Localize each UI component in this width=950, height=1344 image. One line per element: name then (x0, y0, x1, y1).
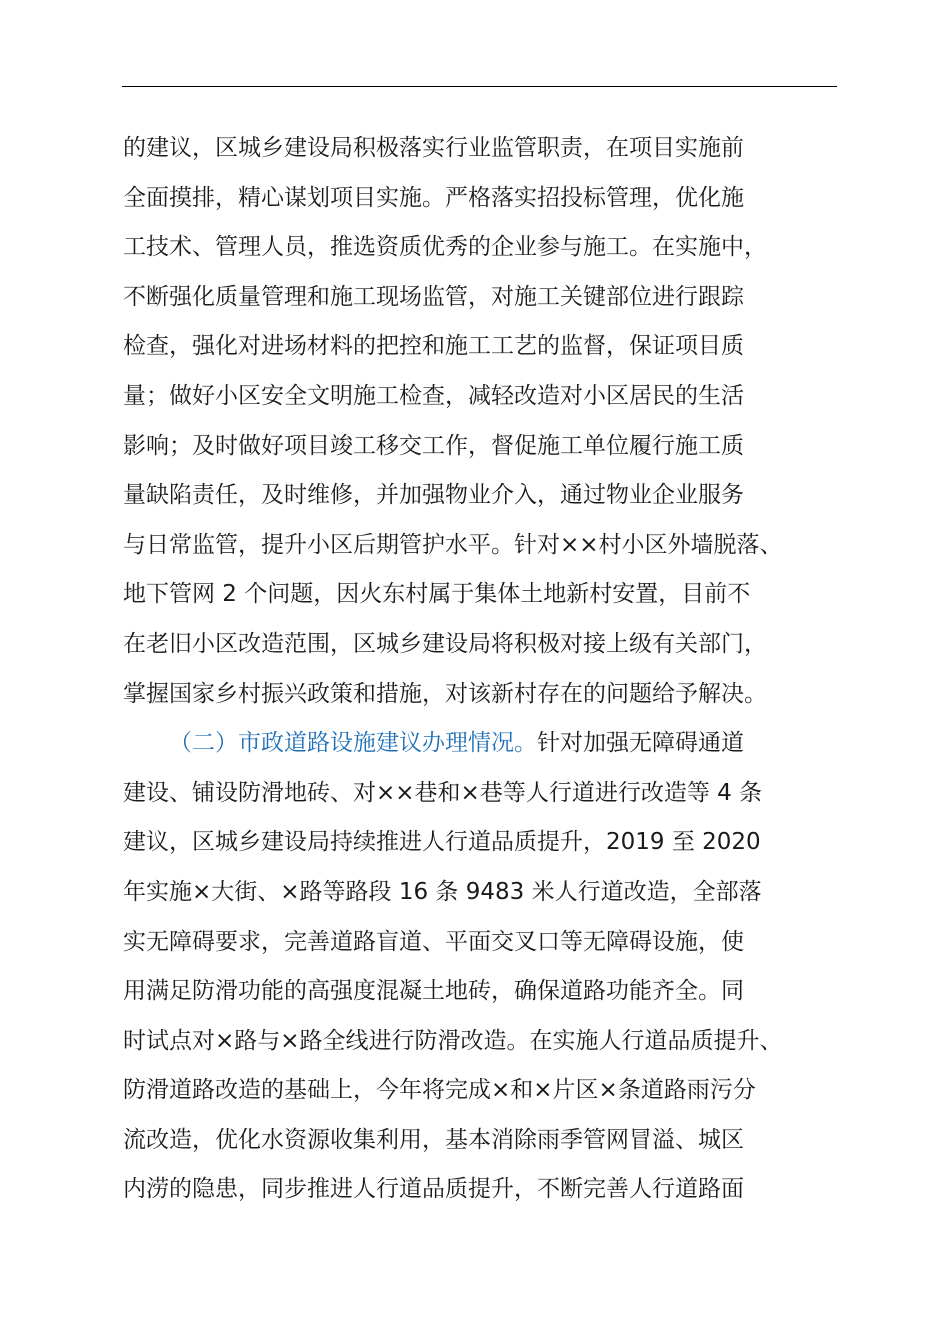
header-rule (122, 86, 837, 87)
text-line: 时试点对×路与×路全线进行防滑改造。在实施人行道品质提升、 (123, 1027, 783, 1054)
text-line: 在老旧小区改造范围，区城乡建设局将积极对接上级有关部门， (123, 630, 767, 657)
text-line: 用满足防滑功能的高强度混凝土地砖，确保道路功能齐全。同 (123, 978, 744, 1005)
text-line: 实无障碍要求，完善道路盲道、平面交叉口等无障碍设施，使 (123, 928, 744, 955)
paragraph-2 (123, 719, 863, 1215)
text-line: 与日常监管，提升小区后期管护水平。针对××村小区外墙脱落、 (123, 531, 783, 558)
heading-line-rest: 针对加强无障碍通道 (537, 730, 744, 757)
text-line: 掌握国家乡村振兴政策和措施，对该新村存在的问题给予解决。 (123, 680, 767, 707)
section-heading: （二）市政道路设施建议办理情况。 (169, 730, 537, 757)
text-line: 防滑道路改造的基础上，今年将完成×和×片区×条道路雨污分 (123, 1077, 756, 1104)
text-line: 内涝的隐患，同步推进人行道品质提升，不断完善人行道路面 (123, 1176, 744, 1203)
document-body (123, 124, 863, 1215)
text-line: 工技术、管理人员，推选资质优秀的企业参与施工。在实施中， (123, 234, 767, 261)
text-line: 建设、铺设防滑地砖、对××巷和×巷等人行道进行改造等 4 条 (123, 779, 763, 806)
text-line: 全面摸排，精心谋划项目实施。严格落实招投标管理，优化施 (123, 184, 744, 211)
paragraph-1 (123, 124, 863, 719)
text-line: 影响；及时做好项目竣工移交工作，督促施工单位履行施工质 (123, 432, 744, 459)
text-line: 的建议，区城乡建设局积极落实行业监管职责，在项目实施前 (123, 135, 744, 161)
section-heading-line (123, 719, 863, 769)
text-line: 地下管网 2 个问题，因火东村属于集体土地新村安置，目前不 (123, 581, 751, 608)
text-line: 检查，强化对进场材料的把控和施工工艺的监督，保证项目质 (123, 333, 744, 360)
text-line: 年实施×大街、×路等路段 16 条 9483 米人行道改造，全部落 (123, 878, 762, 905)
text-line: 流改造，优化水资源收集利用，基本消除雨季管网冒溢、城区 (123, 1126, 744, 1153)
text-line: 量缺陷责任，及时维修，并加强物业介入，通过物业企业服务 (123, 482, 744, 509)
text-line: 建议，区城乡建设局持续推进人行道品质提升，2019 至 2020 (123, 829, 761, 856)
text-line: 不断强化质量管理和施工现场监管，对施工关键部位进行跟踪 (123, 283, 744, 310)
text-line: 量；做好小区安全文明施工检查，减轻改造对小区居民的生活 (123, 382, 744, 409)
